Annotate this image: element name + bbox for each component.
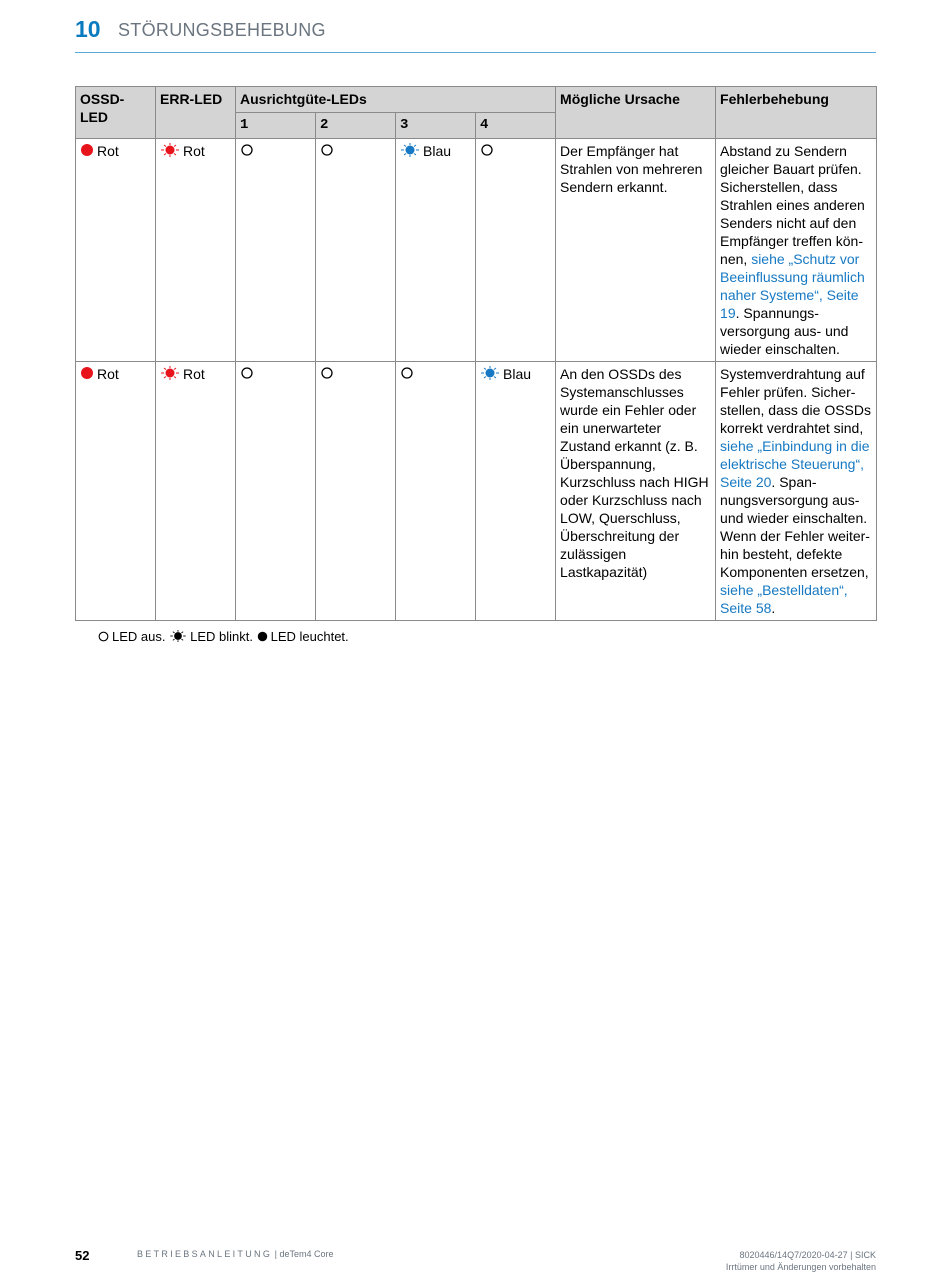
header-alignment-leds: Ausrichtgüte-LEDs: [236, 87, 556, 113]
fix-text: . Spannungsversorgung aus- und wieder einschalten. Wenn der Fehler weiterhin besteht, defekte Komponenten ersetzen,: [720, 474, 870, 580]
cell-cause: An den OSSDs des Systemanschlusses wurde ein Fehler oder ein unerwarteter Zustand erkannt (z. B. Überspannung, Kurzschluss nach HIGH oder Kurzschluss nach LOW, Querschluss, Überschreitung der zulässigen Lastkapazität): [556, 362, 716, 621]
page-number: 52: [75, 1248, 90, 1263]
led-blink-icon: [480, 366, 500, 380]
header-alignment-1: 1: [236, 113, 316, 139]
disclaimer: Irrtümer und Änderungen vorbehalten: [725, 1262, 876, 1272]
led-blink-icon: [160, 366, 180, 380]
header-cause: Mögliche Ursache: [556, 87, 716, 139]
cell-fix: [716, 362, 877, 621]
legend-off: LED aus.: [112, 629, 166, 644]
doc-type: BETRIEBSANLEITUNG: [137, 1249, 273, 1259]
cross-reference-link[interactable]: siehe „Bestelldaten“, Seite 58: [720, 582, 848, 616]
table-row: [76, 139, 877, 362]
cell-fix: [716, 139, 877, 362]
footer-separator: |: [274, 1249, 277, 1259]
cell-cause: Der Empfänger hat Strahlen von mehreren Sendern erkannt.: [556, 139, 716, 362]
chapter-number: 10: [75, 16, 101, 42]
cell-alignment-4: [476, 362, 556, 621]
led-off-icon: [400, 366, 414, 380]
cell-err: [156, 139, 236, 362]
cell-alignment-3: [396, 362, 476, 621]
table-header-row: [76, 87, 877, 113]
led-legend: [98, 629, 349, 645]
fix-text: Systemverdrahtung auf Fehler prüfen. Sicherstellen, dass die OSSDs korrekt verdrahtet sind,: [720, 366, 872, 436]
led-off-icon: [98, 631, 109, 642]
cell-alignment-2: [316, 362, 396, 621]
doc-id: 8020446/14Q7/2020-04-27: [739, 1250, 848, 1260]
footer-separator: |: [850, 1250, 853, 1260]
troubleshooting-table: [75, 86, 877, 621]
footer-id-line: [726, 1249, 876, 1261]
header-ossd-led: OSSD-LED: [76, 87, 156, 139]
chapter-title: STÖRUNGSBEHEBUNG: [118, 20, 326, 40]
err-label: Rot: [183, 366, 205, 382]
alignment-label: Blau: [423, 143, 452, 159]
cross-reference-link[interactable]: siehe „Schutz vor Beeinflussung räumlich naher Systeme“, Seite 19: [720, 251, 865, 321]
fix-text: . Spannungsversorgung aus- und wieder einschalten.: [720, 305, 849, 357]
cell-alignment-2: [316, 139, 396, 362]
legend-on: LED leuchtet.: [270, 629, 349, 644]
led-off-icon: [320, 366, 334, 380]
chapter-header: [75, 14, 876, 53]
footer-document: [137, 1249, 334, 1259]
cell-alignment-1: [236, 139, 316, 362]
legend-blink: LED blinkt.: [190, 629, 253, 644]
header-err-led: ERR-LED: [156, 87, 236, 139]
ossd-label: Rot: [97, 143, 119, 159]
product-name: deTem4 Core: [279, 1249, 334, 1259]
alignment-label: Blau: [503, 366, 532, 382]
fix-text: Abstand zu Sendern gleicher Bauart prüfen. Sicherstellen, dass Strahlen eines anderen Senders nicht auf den Empfänger treffen können,: [720, 143, 865, 267]
led-off-icon: [480, 143, 494, 157]
led-on-icon: [80, 366, 94, 380]
led-off-icon: [320, 143, 334, 157]
led-blink-icon: [169, 630, 187, 642]
cell-ossd: [76, 362, 156, 621]
header-alignment-2: 2: [316, 113, 396, 139]
cell-ossd: [76, 139, 156, 362]
led-blink-icon: [160, 143, 180, 157]
led-on-icon: [257, 631, 268, 642]
err-label: Rot: [183, 143, 205, 159]
brand-name: SICK: [854, 1250, 876, 1260]
header-fix: Fehlerbehebung: [716, 87, 877, 139]
fix-text: .: [771, 600, 776, 616]
led-off-icon: [240, 366, 254, 380]
ossd-label: Rot: [97, 366, 119, 382]
table-row: [76, 362, 877, 621]
cell-err: [156, 362, 236, 621]
header-alignment-3: 3: [396, 113, 476, 139]
cell-alignment-3: [396, 139, 476, 362]
header-alignment-4: 4: [476, 113, 556, 139]
cross-reference-link[interactable]: siehe „Einbindung in die elektrische Steuerung“, Seite 20: [720, 438, 870, 490]
led-off-icon: [240, 143, 254, 157]
cell-alignment-1: [236, 362, 316, 621]
footer-right: [726, 1249, 876, 1273]
led-on-icon: [80, 143, 94, 157]
cell-alignment-4: [476, 139, 556, 362]
led-blink-icon: [400, 143, 420, 157]
